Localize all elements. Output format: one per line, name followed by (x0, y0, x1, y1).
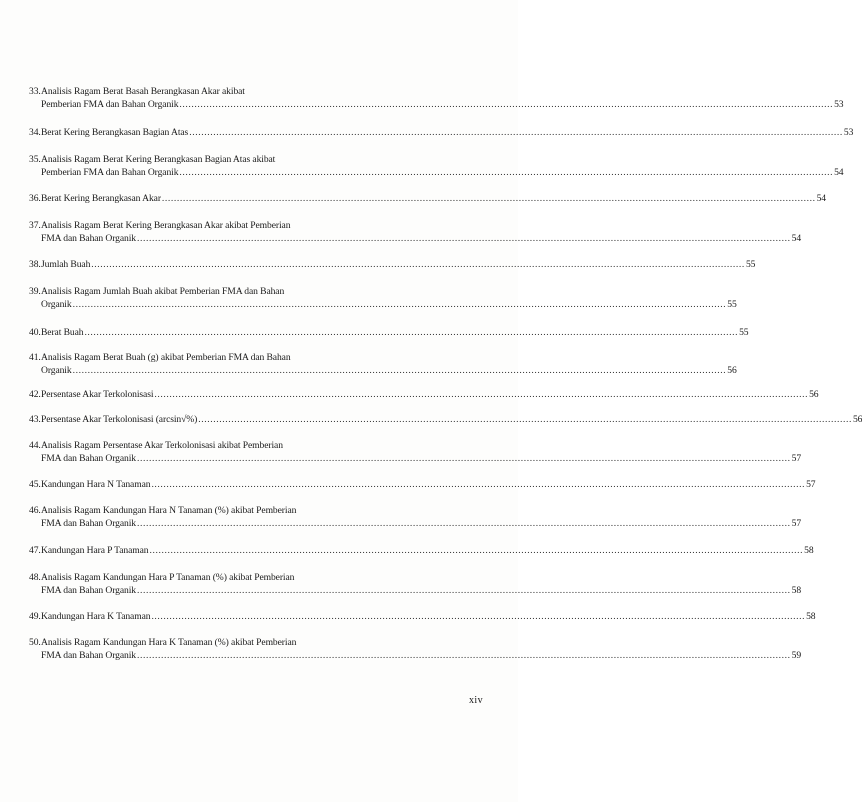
toc-entry (29, 127, 854, 140)
entry-title: Persentase Akar Terkolonisasi (arcsin√%) (41, 414, 198, 425)
leader-dots (151, 611, 805, 624)
leader-dots (189, 127, 843, 140)
entry-number: 42. (29, 389, 41, 400)
toc-entry (29, 154, 844, 179)
entry-number: 35. (29, 154, 41, 165)
entry-number: 44. (29, 440, 41, 451)
leader-dots (137, 453, 791, 466)
leader-dots (137, 518, 791, 531)
entry-title-continued: Pemberian FMA dan Bahan Organik (41, 98, 179, 110)
toc-entry (29, 479, 816, 492)
toc-entry (29, 505, 802, 530)
entry-number: 39. (29, 286, 41, 297)
entry-number: 45. (29, 479, 41, 490)
entry-number: 43. (29, 414, 41, 425)
entry-number: 47. (29, 545, 41, 556)
entry-page: 59 (791, 649, 802, 661)
leader-dots (73, 299, 727, 312)
entry-title: Berat Kering Berangkasan Bagian Atas (41, 127, 189, 138)
entry-title: Berat Kering Berangkasan Akar (41, 193, 161, 204)
entry-page: 57 (791, 452, 802, 464)
entry-title: Analisis Ragam Kandungan Hara P Tanaman (%) akibat Pemberian (41, 572, 295, 583)
entry-page: 56 (809, 389, 819, 400)
entry-page: 58 (806, 611, 816, 622)
entry-number: 48. (29, 572, 41, 583)
toc-entry (29, 611, 816, 624)
leader-dots (84, 327, 738, 340)
leader-dots (91, 259, 745, 272)
entry-title-continued: FMA dan Bahan Organik (41, 649, 136, 661)
toc-entry (29, 86, 844, 111)
entry-title-continued: FMA dan Bahan Organik (41, 232, 136, 244)
entry-number: 37. (29, 220, 41, 231)
entry-page: 54 (816, 193, 826, 204)
toc-entry (29, 637, 802, 662)
entry-page: 55 (727, 298, 737, 310)
leader-dots (154, 389, 808, 402)
entry-page: 56 (852, 414, 862, 425)
entry-title: Analisis Ragam Jumlah Buah akibat Pemberian FMA dan Bahan (41, 286, 285, 297)
toc-entry (29, 352, 737, 377)
entry-title: Jumlah Buah (41, 259, 91, 270)
entry-page: 54 (834, 166, 844, 178)
entry-page: 57 (806, 479, 816, 490)
toc-entry (29, 193, 826, 206)
entry-page: 57 (791, 517, 802, 529)
entry-title: Analisis Ragam Kandungan Hara K Tanaman (%) akibat Pemberian (41, 637, 297, 648)
entry-title: Analisis Ragam Kandungan Hara N Tanaman (%) akibat Pemberian (41, 505, 297, 516)
leader-dots (179, 99, 833, 112)
entry-title-continued: FMA dan Bahan Organik (41, 517, 136, 529)
toc-entry (29, 389, 819, 402)
entry-title-continued: Pemberian FMA dan Bahan Organik (41, 166, 179, 178)
toc-entry (29, 414, 862, 427)
leader-dots (73, 365, 727, 378)
entry-number: 49. (29, 611, 41, 622)
entry-title: Kandungan Hara K Tanaman (41, 611, 151, 622)
entry-title: Kandungan Hara N Tanaman (41, 479, 151, 490)
leader-dots (137, 650, 791, 663)
entry-page: 55 (739, 327, 749, 338)
entry-title-continued: FMA dan Bahan Organik (41, 584, 136, 596)
leader-dots (162, 193, 816, 206)
entry-page: 58 (804, 545, 814, 556)
toc-entry (29, 545, 814, 558)
entry-page: 56 (727, 364, 737, 376)
entry-number: 41. (29, 352, 41, 363)
entry-title: Persentase Akar Terkolonisasi (41, 389, 154, 400)
entry-number: 33. (29, 86, 41, 97)
entry-page: 53 (843, 127, 854, 138)
toc-entry (29, 440, 802, 465)
entry-title-continued: Organik (41, 364, 72, 376)
entry-page: 55 (745, 259, 756, 270)
toc-entry (29, 572, 802, 597)
leader-dots (198, 414, 852, 427)
entry-page: 53 (834, 98, 844, 110)
entry-title: Analisis Ragam Berat Buah (g) akibat Pemberian FMA dan Bahan (41, 352, 291, 363)
entry-page: 54 (791, 232, 802, 244)
leader-dots (179, 167, 833, 180)
page-number: xiv (469, 695, 483, 706)
entry-title: Kandungan Hara P Tanaman (41, 545, 149, 556)
entry-number: 40. (29, 327, 41, 338)
entry-number: 46. (29, 505, 41, 516)
entry-number: 34. (29, 127, 41, 138)
entry-page: 58 (791, 584, 802, 596)
entry-number: 38. (29, 259, 41, 270)
leader-dots (137, 585, 791, 598)
leader-dots (151, 479, 805, 492)
leader-dots (137, 233, 791, 246)
toc-entry (29, 259, 756, 272)
entry-title: Analisis Ragam Berat Basah Berangkasan Akar akibat (41, 86, 245, 97)
entry-title: Berat Buah (41, 327, 84, 338)
entry-number: 50. (29, 637, 41, 648)
entry-title: Analisis Ragam Berat Kering Berangkasan Akar akibat Pemberian (41, 220, 291, 231)
toc-entry (29, 286, 737, 311)
entry-title-continued: Organik (41, 298, 72, 310)
leader-dots (150, 545, 804, 558)
entry-title: Analisis Ragam Berat Kering Berangkasan Bagian Atas akibat (41, 154, 276, 165)
entry-number: 36. (29, 193, 41, 204)
entry-title-continued: FMA dan Bahan Organik (41, 452, 136, 464)
entry-title: Analisis Ragam Persentase Akar Terkolonisasi akibat Pemberian (41, 440, 283, 451)
toc-entry (29, 327, 749, 340)
toc-entry (29, 220, 802, 245)
